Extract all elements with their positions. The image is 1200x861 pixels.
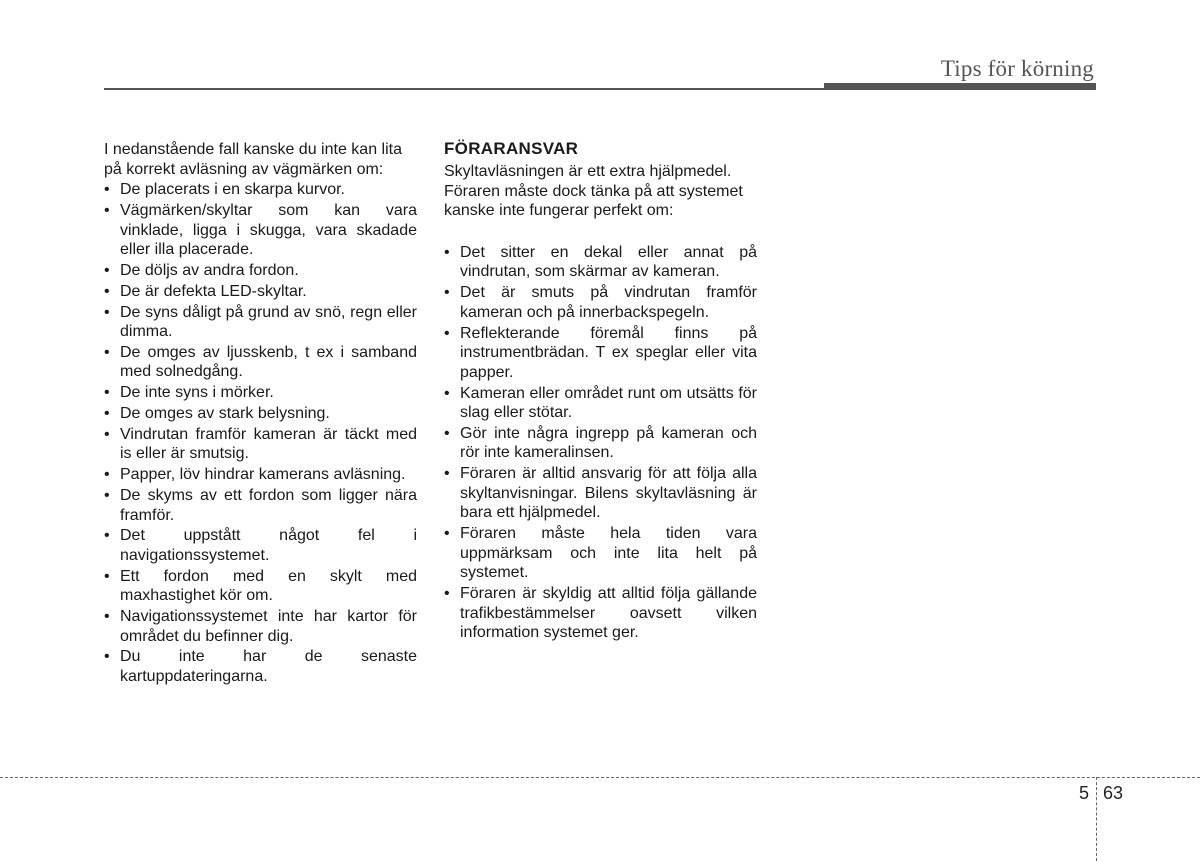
list-item: • Kameran eller området runt om utsätts för slag eller stötar. (444, 384, 757, 423)
page-number-divider (1096, 777, 1097, 861)
list-item: • De skyms av ett fordon som ligger nära framför. (104, 486, 417, 525)
list-item: • De omges av ljusskenb, t ex i samband med solnedgång. (104, 343, 417, 382)
left-intro: I nedanstående fall kanske du inte kan lita på korrekt avläsning av vägmärken om: (104, 141, 402, 178)
chapter-number: 5 (1079, 783, 1090, 803)
list-item: • Föraren måste hela tiden vara uppmärksam och inte lita helt på systemet. (444, 524, 757, 583)
left-column (104, 140, 417, 688)
left-bullet-list (104, 180, 417, 686)
list-item: • Reflekterande föremål finns på instrumentbrädan. T ex speglar eller vita papper. (444, 324, 757, 383)
list-item: • Navigationssystemet inte har kartor för området du befinner dig. (104, 607, 417, 646)
list-item: • De är defekta LED-skyltar. (104, 282, 417, 302)
list-item: • De omges av stark belysning. (104, 404, 417, 424)
list-item: • Vindrutan framför kameran är täckt med is eller är smutsig. (104, 425, 417, 464)
list-item: • De syns dåligt på grund av snö, regn eller dimma. (104, 303, 417, 342)
list-item: • Föraren är alltid ansvarig för att följa alla skyltanvisningar. Bilens skyltavläsning är bara ett hjälpmedel. (444, 464, 757, 523)
list-item: • Du inte har de senaste kartuppdateringarna. (104, 647, 417, 686)
section-title: Tips för körning (940, 56, 1094, 81)
right-column (444, 138, 757, 644)
right-bullet-list (444, 243, 757, 643)
footer-divider (0, 777, 1200, 778)
list-item: • Vägmärken/skyltar som kan vara vinklade, ligga i skugga, vara skadade eller illa placerade. (104, 201, 417, 260)
list-item: • De inte syns i mörker. (104, 383, 417, 403)
right-intro: Skyltavläsningen är ett extra hjälpmedel. Föraren måste dock tänka på att systemet kanske inte fungerar perfekt om: (444, 163, 743, 220)
list-item: • Det sitter en dekal eller annat på vindrutan, som skärmar av kameran. (444, 243, 757, 282)
list-item: • Det uppstått något fel i navigationssystemet. (104, 526, 417, 565)
header-rule (104, 88, 824, 90)
header-rule-accent (824, 83, 1096, 90)
list-item: • Papper, löv hindrar kamerans avläsning. (104, 465, 417, 485)
list-item: • Ett fordon med en skylt med maxhastighet kör om. (104, 567, 417, 606)
section-heading: FÖRARANSVAR (444, 139, 579, 158)
list-item: • De placerats i en skarpa kurvor. (104, 180, 417, 200)
list-item: • Det är smuts på vindrutan framför kameran och på innerbackspegeln. (444, 283, 757, 322)
page-number: 63 (1103, 783, 1124, 803)
paragraph-gap (444, 221, 757, 243)
list-item: • De döljs av andra fordon. (104, 261, 417, 281)
list-item: • Föraren är skyldig att alltid följa gällande trafikbestämmelser oavsett vilken information systemet ger. (444, 584, 757, 643)
list-item: • Gör inte några ingrepp på kameran och rör inte kameralinsen. (444, 424, 757, 463)
